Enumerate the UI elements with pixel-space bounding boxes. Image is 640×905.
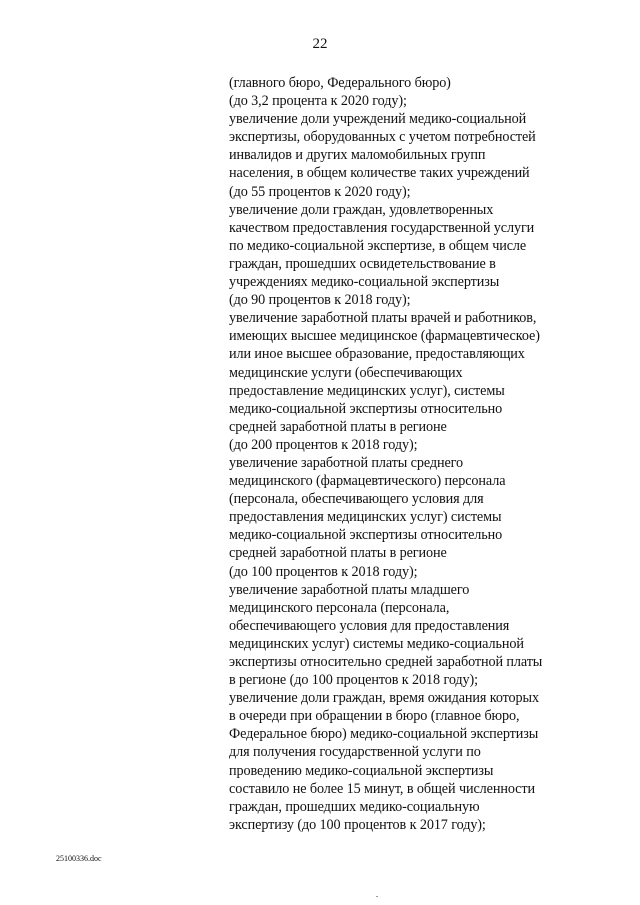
- text-line: предоставление медицинских услуг), системы: [229, 382, 505, 399]
- text-line: медицинского (фармацевтического) персонала: [229, 473, 506, 490]
- text-line: медицинского персонала (персонала,: [229, 599, 450, 616]
- text-line: увеличение заработной платы младшего: [229, 581, 470, 598]
- text-line: (персонала, обеспечивающего условия для: [229, 491, 484, 508]
- text-line: медико-социальной экспертизы относительно: [229, 400, 503, 417]
- text-line: средней заработной платы в регионе: [229, 418, 447, 435]
- page-number: 22: [312, 36, 328, 52]
- text-line: (до 200 процентов к 2018 году);: [229, 436, 418, 453]
- text-line: увеличение доли граждан, время ожидания которых: [229, 690, 539, 707]
- text-line: увеличение заработной платы среднего: [229, 454, 464, 471]
- text-line: экспертизы, оборудованных с учетом потребностей: [229, 129, 536, 146]
- text-line: составило не более 15 минут, в общей численности: [229, 780, 535, 797]
- document-body: [229, 74, 589, 834]
- text-line: качеством предоставления государственной услуги: [229, 219, 535, 236]
- text-line: (до 100 процентов к 2018 году);: [229, 563, 418, 580]
- text-line: обеспечивающего условия для предоставления: [229, 617, 510, 634]
- text-line: (главного бюро, Федерального бюро): [229, 75, 451, 91]
- text-line: предоставления медицинских услуг) системы: [229, 509, 502, 526]
- text-line: средней заработной платы в регионе: [229, 545, 447, 562]
- text-line: экспертизы относительно средней заработной платы: [229, 654, 543, 670]
- text-line: медицинских услуг) системы медико-социальной: [229, 635, 524, 652]
- text-line: учреждениях медико-социальной экспертизы: [229, 274, 500, 291]
- text-line: увеличение заработной платы врачей и работников,: [229, 310, 537, 327]
- text-line: (до 90 процентов к 2018 году);: [229, 292, 411, 309]
- document-code: 25100336.doc: [56, 854, 102, 863]
- text-line: (до 3,2 процента к 2020 году);: [229, 93, 407, 110]
- text-line: инвалидов и других маломобильных групп: [229, 147, 486, 164]
- scan-speck: [376, 896, 378, 897]
- text-line: увеличение доли учреждений медико-социальной: [229, 111, 527, 128]
- text-line: увеличение доли граждан, удовлетворенных: [229, 201, 494, 218]
- text-line: имеющих высшее медицинское (фармацевтическое): [229, 328, 540, 345]
- text-line: или иное высшее образование, предоставляющих: [229, 346, 525, 363]
- text-line: в очереди при обращении в бюро (главное бюро,: [229, 708, 520, 725]
- text-line: в регионе (до 100 процентов к 2018 году);: [229, 672, 478, 689]
- text-line: (до 55 процентов к 2020 году);: [229, 183, 411, 200]
- text-line: экспертизу (до 100 процентов к 2017 году);: [229, 816, 486, 833]
- text-line: населения, в общем количестве таких учреждений: [229, 165, 530, 182]
- text-line: по медико-социальной экспертизе, в общем числе: [229, 237, 527, 254]
- text-line: проведению медико-социальной экспертизы: [229, 762, 494, 779]
- text-line: Федеральное бюро) медико-социальной экспертизы: [229, 726, 539, 743]
- text-line: медицинские услуги (обеспечивающих: [229, 364, 463, 381]
- text-line: граждан, прошедших освидетельствование в: [229, 255, 496, 272]
- text-line: медико-социальной экспертизы относительно: [229, 527, 503, 544]
- text-line: граждан, прошедших медико-социальную: [229, 798, 480, 815]
- text-line: для получения государственной услуги по: [229, 744, 481, 761]
